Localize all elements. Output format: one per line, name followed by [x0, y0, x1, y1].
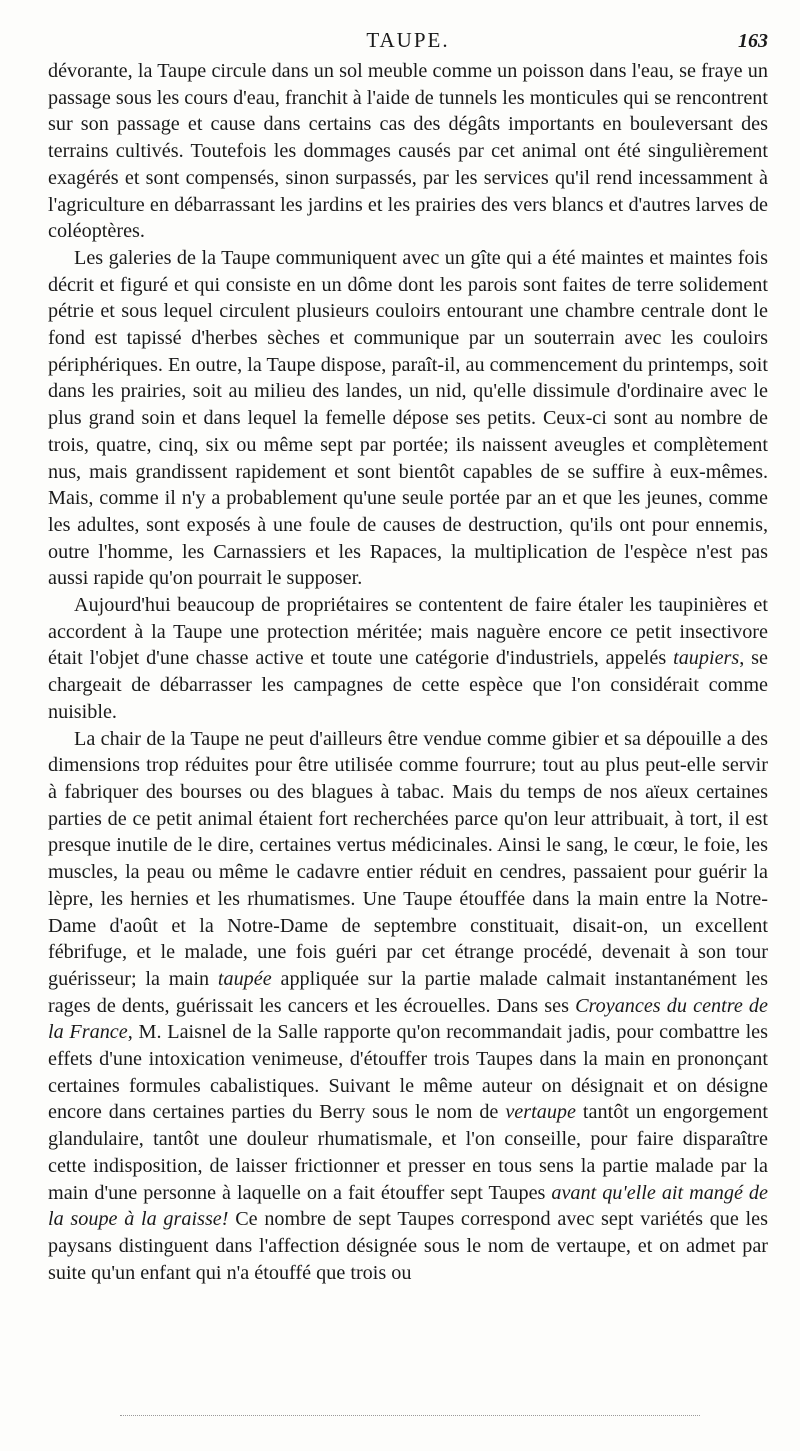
text-run: Aujourd'hui beaucoup de propriétaires se contentent de faire étaler les taupinières et accordent à la Taupe une protection méritée; mais naguère encore ce petit insectivore était l'objet d'une chasse active et toute une catégorie d'industriels, appelés — [48, 594, 768, 670]
paragraph-p4 — [48, 726, 768, 1287]
text-run: Les galeries de la Taupe communiquent avec un gîte qui a été maintes et maintes fois décrit et figuré et qui consiste en un dôme dont les parois sont faites de terre solidement pétrie et sous lequel circulent plusieurs couloirs entourant une chambre centrale dont le fond est tapissé d'herbes sèches et communique par un souterrain avec les couloirs périphériques. En outre, la Taupe dispose, paraît-il, au commencement du printemps, soit dans les prairies, soit au milieu des landes, un nid, qu'elle dissimule d'ordinaire avec le plus grand soin et dans lequel la femelle dépose ses petits. Ceux-ci sont au nombre de trois, quatre, cinq, six ou même sept par portée; ils naissent aveugles et complètement nus, mais grandissent rapidement et sont bientôt capables de se suffire à eux-mêmes. Mais, comme il n'y a probablement qu'une seule portée par an et que les jeunes, comme les adultes, sont exposés à une foule de causes de destruction, qu'ils ont pour ennemis, outre l'homme, les Carnassiers et les Rapaces, la multiplication de l'espèce n'est pas aussi rapide qu'on pourrait le supposer. — [48, 246, 768, 590]
italic-phrase: Croyances du centre de la France — [48, 994, 768, 1044]
text-run: , M. Laisnel de la Salle rapporte qu'on recommandait jadis, pour combattre les effets d'une intoxication venimeuse, d'étouffer trois Taupes dans la main en prononçant certaines formules cabalistiques. Suivant le même auteur on désignait et on désigne encore dans certaines parties du Berry sous le nom de — [48, 1021, 769, 1124]
italic-phrase: avant qu'elle ait mangé de la soupe à la graisse! — [48, 1181, 768, 1231]
running-title: TAUPE. — [366, 28, 450, 52]
italic-phrase: taupée — [217, 967, 272, 990]
footer-rule — [120, 1415, 700, 1416]
text-run: dévorante, la Taupe circule dans un sol meuble comme un poisson dans l'eau, se fraye un passage sous les cours d'eau, franchit à l'aide de tunnels les monticules qui se rencontrent sur son passage et cause dans certains cas des dégâts importants en bouleversant des terrains cultivés. Toutefois les dommages causés par cet animal ont été singulièrement exagérés et sont compensés, sinon surpassés, par les services qu'il rend incessamment à l'agriculture en débarrassant les jardins et les prairies des vers blancs et d'autres larves de coléoptères. — [48, 60, 768, 243]
italic-phrase: taupiers — [673, 647, 740, 670]
running-head — [48, 28, 768, 58]
paragraph-p3 — [48, 592, 768, 726]
text-run: , se chargeait de débarrasser les campagnes de cette espèce que l'on considérait comme nuisible. — [48, 647, 768, 723]
body-text — [48, 58, 768, 1286]
text-run: appliquée sur la partie malade calmait instantanément les rages de dents, guérissait les cancers et les écrouelles. Dans ses — [48, 967, 769, 1017]
text-run: tantôt un engorgement glandulaire, tantôt une douleur rhumatismale, et l'on conseille, pour faire disparaître cette indisposition, de laisser frictionner et presser en tous sens la partie malade par la main d'une personne à laquelle on a fait étouffer sept Taupes — [48, 1101, 768, 1204]
page-number: 163 — [738, 30, 768, 52]
paragraph-p2 — [48, 245, 768, 592]
text-run: Ce nombre de sept Taupes correspond avec sept variétés que les paysans distinguent dans l'affection désignée sous le nom de vertaupe, et on admet par suite qu'un enfant qui n'a étouffé que trois ou — [48, 1208, 768, 1284]
paragraph-p1 — [48, 58, 768, 245]
text-run: La chair de la Taupe ne peut d'ailleurs être vendue comme gibier et sa dépouille a des dimensions trop réduites pour être utilisée comme fourrure; tout au plus peut-elle servir à fabriquer des bourses ou des blagues à tabac. Mais du temps de nos aïeux certaines parties de ce petit animal étaient fort recherchées parce qu'on leur attribuait, à tort, il est presque inutile de le dire, certaines vertus médicinales. Ainsi le sang, le cœur, le foie, les muscles, la peau ou même le cadavre entier réduit en cendres, passaient pour guérir la lèpre, les hernies et les rhumatismes. Une Taupe étouffée dans la main entre la Notre-Dame d'août et la Notre-Dame de septembre constituait, disait-on, un excellent fébrifuge, et le malade, une fois guéri par cet étrange procédé, devenait à son tour guérisseur; la main — [48, 727, 768, 990]
italic-phrase: vertaupe — [505, 1101, 576, 1124]
